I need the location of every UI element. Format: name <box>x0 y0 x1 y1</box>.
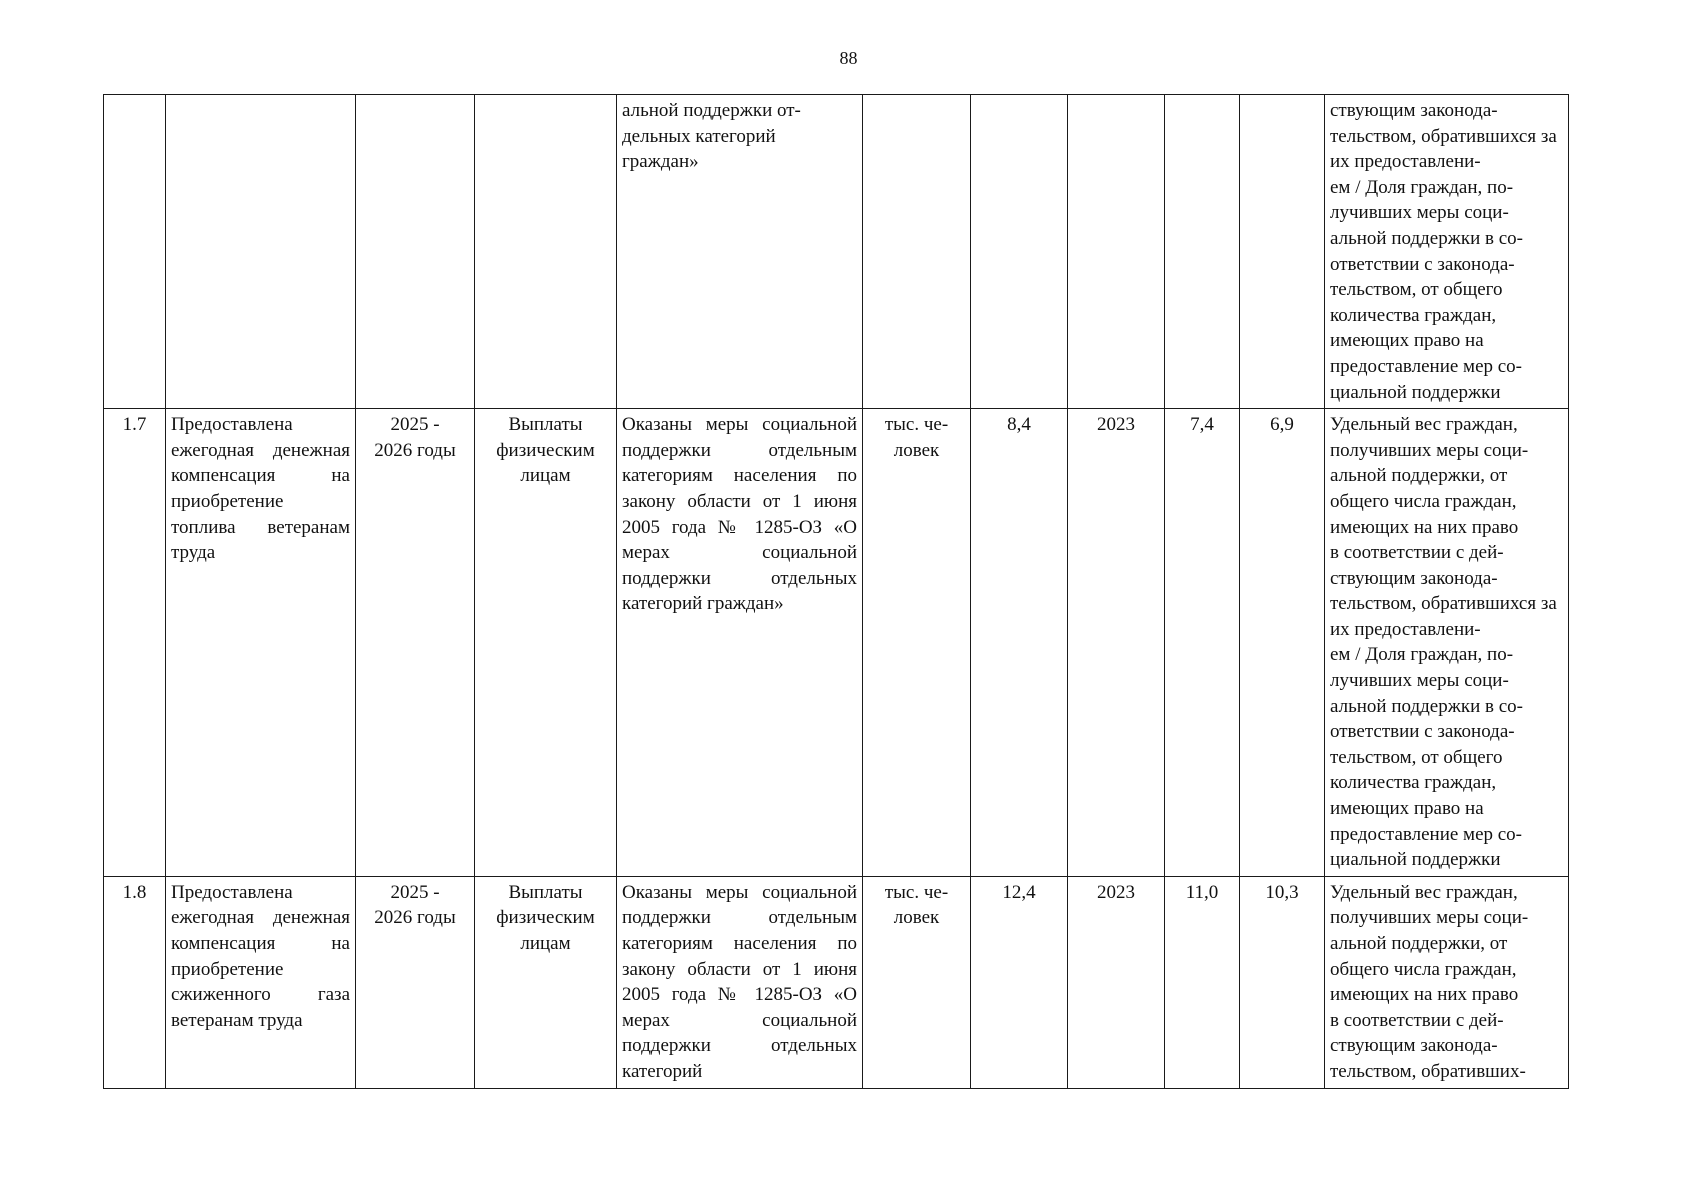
cell-base-year <box>1068 95 1165 409</box>
cell-num: 1.7 <box>104 409 166 877</box>
cell-base-value: 8,4 <box>971 409 1068 877</box>
cell-num <box>104 95 166 409</box>
cell-num: 1.8 <box>104 876 166 1088</box>
cell-base-year: 2023 <box>1068 409 1165 877</box>
cell-period <box>356 95 475 409</box>
cell-value-2026: 10,3 <box>1240 876 1325 1088</box>
table-row <box>104 409 1569 877</box>
cell-period: 2025 - 2026 годы <box>356 876 475 1088</box>
cell-result: Оказаны меры социальной поддержки отдельным категориям населения по закону области от 1 июня 2005 года № 1285-ОЗ «О мерах социальной поддержки отдельных категорий граждан» <box>617 409 863 877</box>
cell-value-2025: 11,0 <box>1165 876 1240 1088</box>
table-row-continuation <box>104 95 1569 409</box>
table-row <box>104 876 1569 1088</box>
cell-result: Оказаны меры социальной поддержки отдельным категориям населения по закону области от 1 июня 2005 года № 1285-ОЗ «О мерах социальной поддержки отдельных категорий <box>617 876 863 1088</box>
cell-name: Предоставлена ежегодная денежная компенсация на приобретение топлива ветеранам труда <box>166 409 356 877</box>
cell-value-2026 <box>1240 95 1325 409</box>
cell-base-year: 2023 <box>1068 876 1165 1088</box>
cell-value-2026: 6,9 <box>1240 409 1325 877</box>
cell-value-2025 <box>1165 95 1240 409</box>
cell-result: альной поддержки от- дельных категорий граждан» <box>617 95 863 409</box>
cell-value-2025: 7,4 <box>1165 409 1240 877</box>
cell-indicator: Удельный вес граждан, получивших меры соци- альной поддержки, от общего числа граждан, имеющих на них право в соответствии с дей- ствующим законода- тельством, обратившихся за их предоставлени- ем / Доля граждан, по- лучивших меры соци- альной поддержки в со- ответствии с законода- тельством, от общего количества граждан, имеющих право на предоставление мер со- циальной поддержки <box>1325 409 1569 877</box>
cell-unit: тыс. че- ловек <box>863 409 971 877</box>
cell-period: 2025 - 2026 годы <box>356 409 475 877</box>
cell-name: Предоставлена ежегодная денежная компенсация на приобретение сжиженного газа ветеранам труда <box>166 876 356 1088</box>
cell-base-value: 12,4 <box>971 876 1068 1088</box>
cell-type: Выплаты физическим лицам <box>475 876 617 1088</box>
cell-indicator: Удельный вес граждан, получивших меры соци- альной поддержки, от общего числа граждан, имеющих на них право в соответствии с дей- ствующим законода- тельством, обративших- <box>1325 876 1569 1088</box>
cell-indicator: ствующим законода- тельством, обратившихся за их предоставлени- ем / Доля граждан, по- лучивших меры соци- альной поддержки в со- ответствии с законода- тельством, от общего количества граждан, имеющих право на предоставление мер со- циальной поддержки <box>1325 95 1569 409</box>
page-number: 88 <box>839 48 858 68</box>
program-measures-table <box>103 94 1569 1089</box>
cell-unit: тыс. че- ловек <box>863 876 971 1088</box>
cell-unit <box>863 95 971 409</box>
cell-base-value <box>971 95 1068 409</box>
cell-type <box>475 95 617 409</box>
cell-type: Выплаты физическим лицам <box>475 409 617 877</box>
cell-name <box>166 95 356 409</box>
